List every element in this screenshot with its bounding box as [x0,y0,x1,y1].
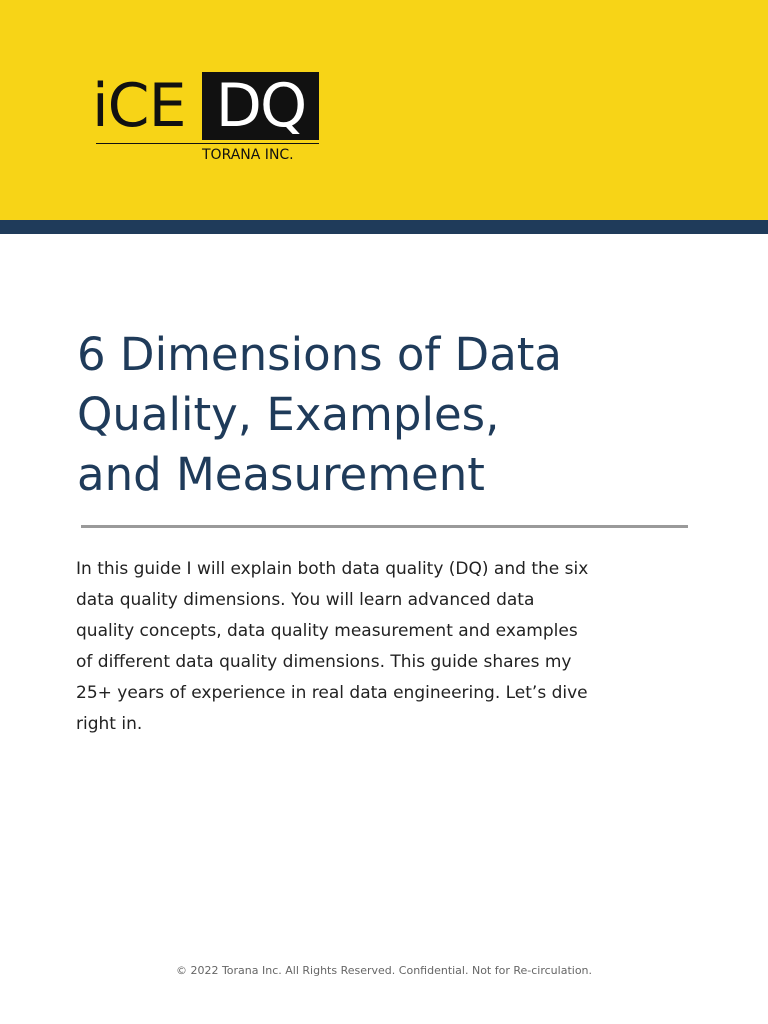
document-title [77,325,717,505]
intro-line-1: In this guide I will explain both data quality (DQ) and the six [76,559,589,579]
title-divider [81,525,688,528]
logo-dq-box [202,72,319,140]
logo-dq-text: DQ [215,71,306,141]
logo-company-name: TORANA INC. [202,147,294,163]
logo-underline [96,143,319,144]
logo-ice-text: iCE [92,71,186,141]
intro-paragraph [76,554,696,740]
intro-line-6: right in. [76,714,143,734]
title-line-2: Quality, Examples, [77,388,500,441]
title-line-3: and Measurement [77,448,485,501]
footer-copyright: © 2022 Torana Inc. All Rights Reserved. Confidential. Not for Re-circulation. [175,964,593,977]
intro-line-2: data quality dimensions. You will learn advanced data [76,590,535,610]
header-stripe [0,220,768,234]
intro-line-5: 25+ years of experience in real data engineering. Let’s dive [76,683,588,703]
icedq-logo [92,72,324,164]
title-line-1: 6 Dimensions of Data [77,328,563,381]
intro-line-3: quality concepts, data quality measurement and examples [76,621,578,641]
intro-line-4: of different data quality dimensions. This guide shares my [76,652,572,672]
